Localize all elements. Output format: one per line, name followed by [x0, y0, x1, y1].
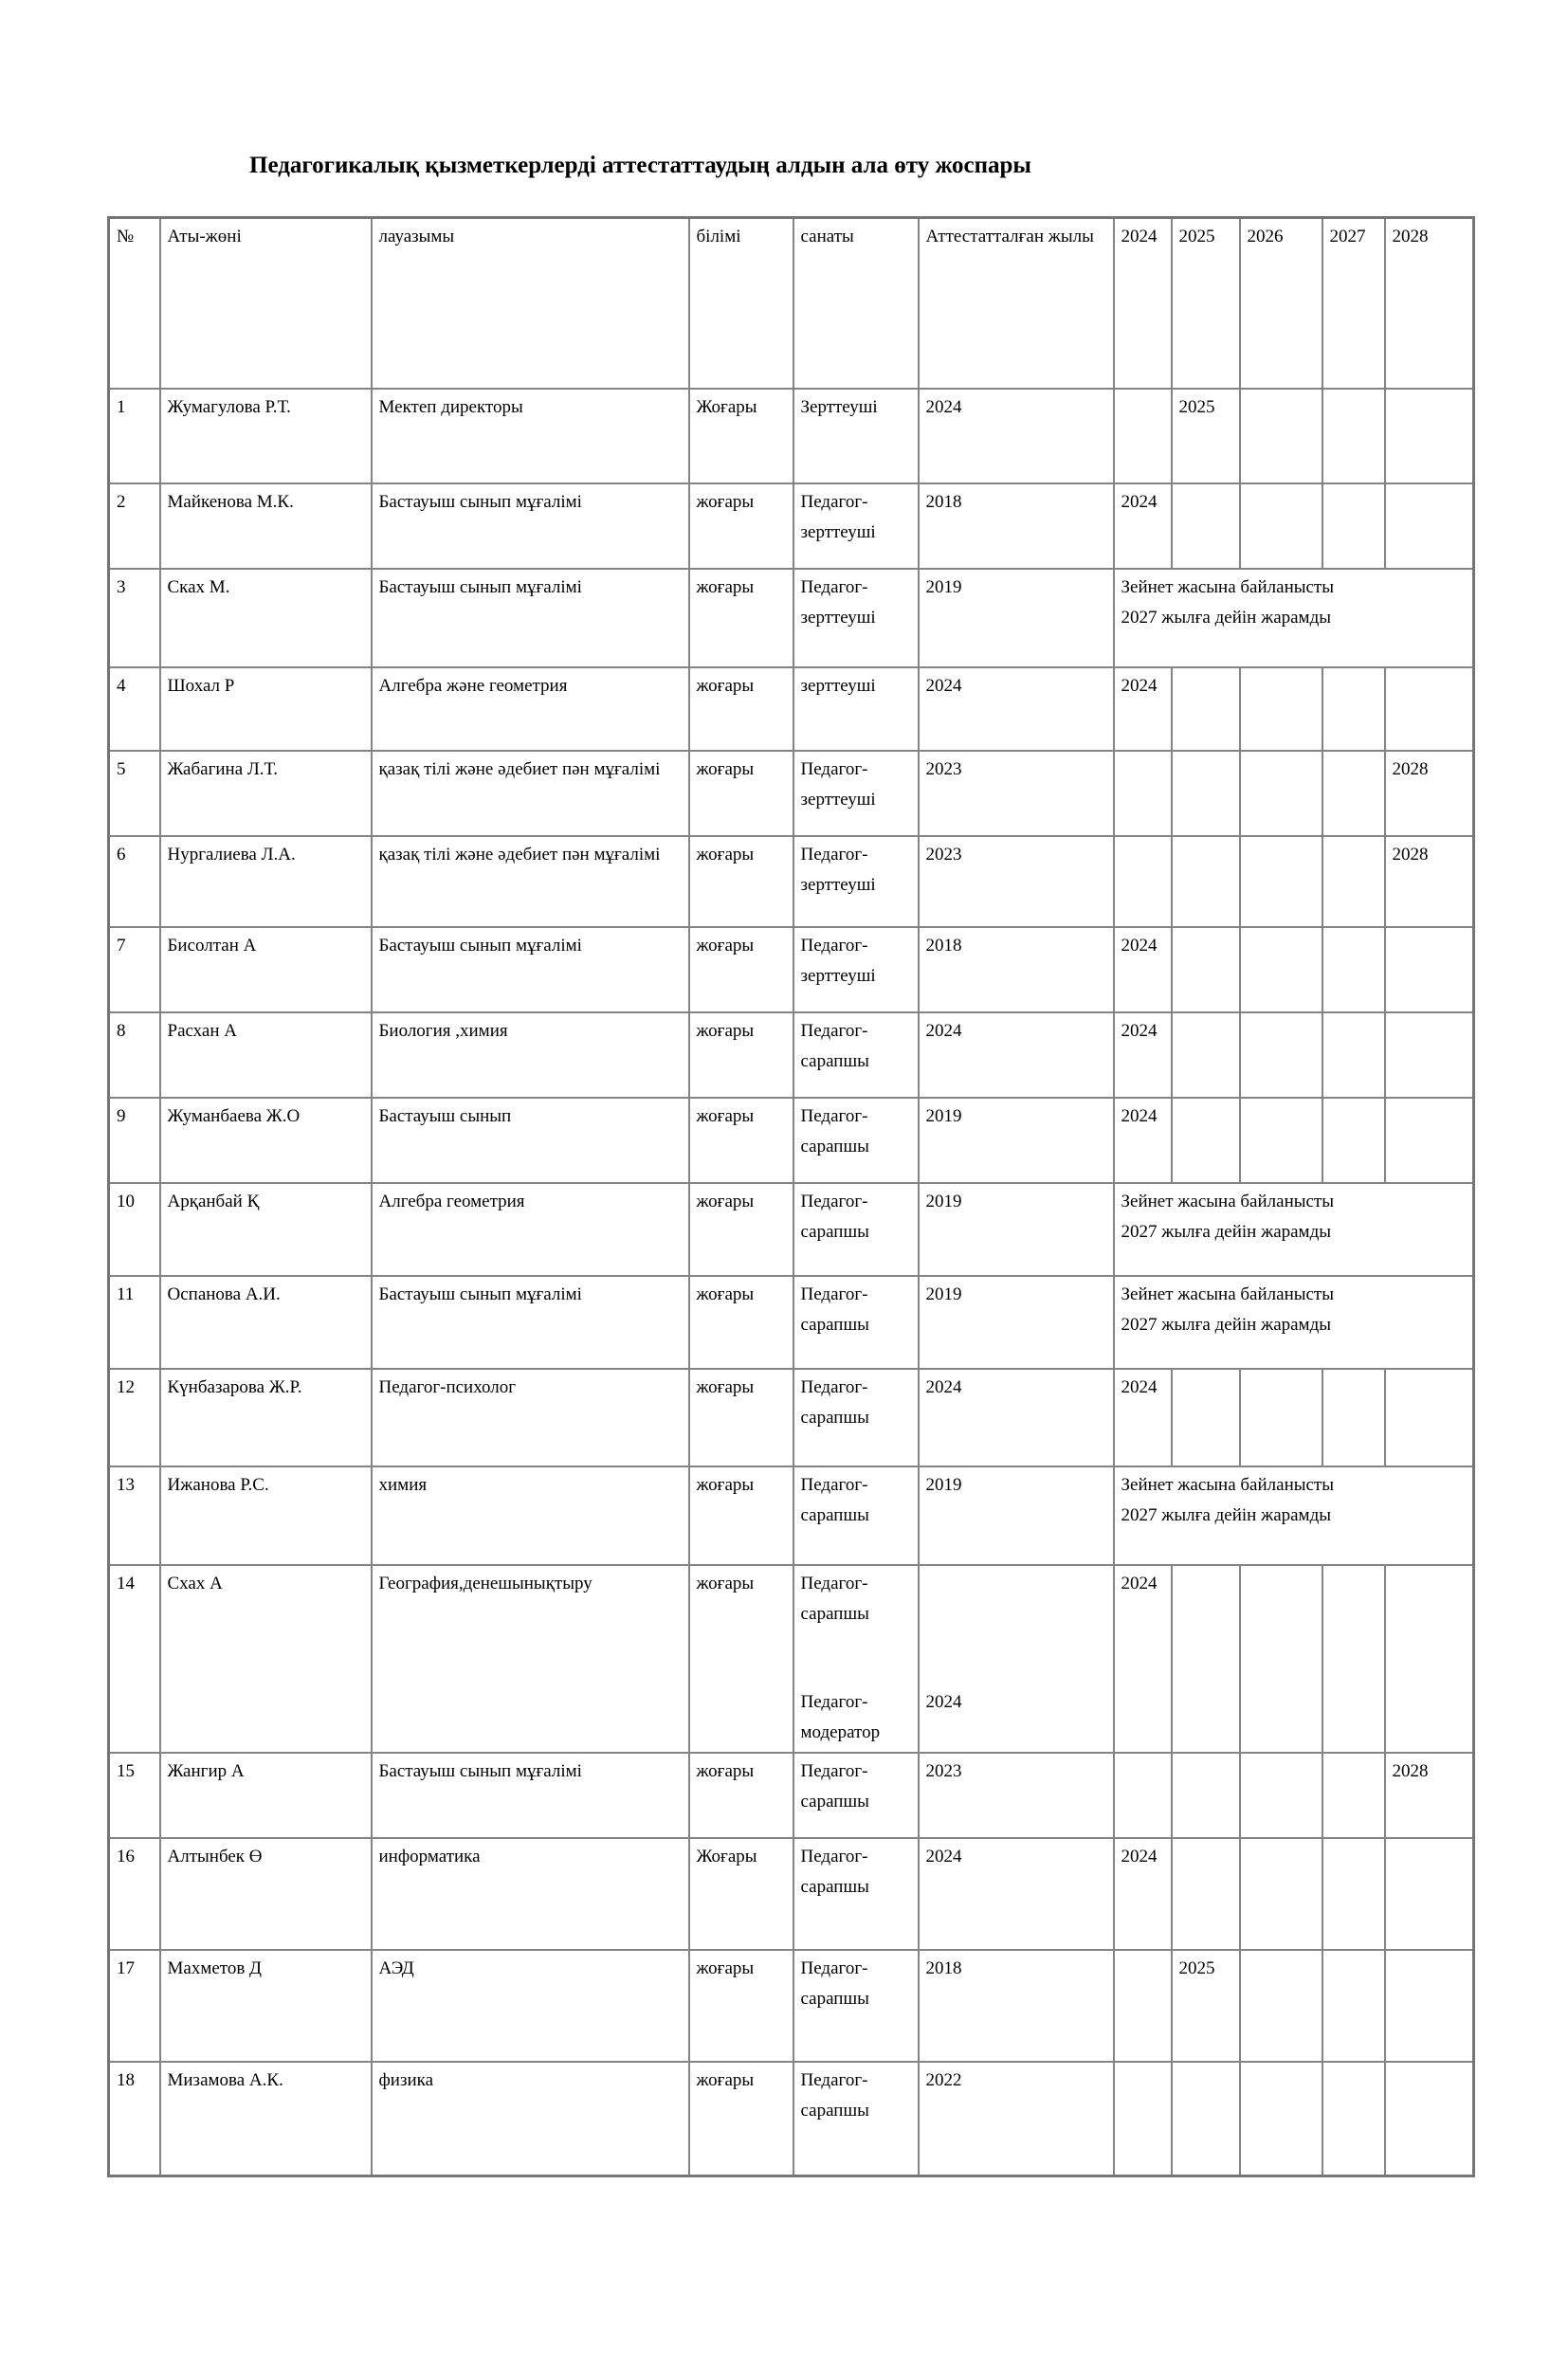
category: Педагог-зерттеуші — [793, 751, 919, 836]
attested-year: 2023 — [919, 1753, 1114, 1838]
category: Педагог-сарапшы — [793, 1950, 919, 2062]
year-cell-2027 — [1322, 483, 1385, 569]
table-body — [109, 389, 1474, 2176]
category: Педагог-сарапшы — [793, 1276, 919, 1369]
row-number: 4 — [109, 667, 160, 751]
attested-year: 2024 — [919, 1565, 1114, 1753]
year-cell-2025 — [1172, 667, 1240, 751]
position: Педагог-психолог — [372, 1369, 689, 1466]
column-header: санаты — [793, 217, 919, 389]
teacher-name: Нургалиева Л.А. — [160, 836, 372, 927]
page-title: Педагогикалық қызметкерлерді аттестаттаудың алдын ала өту жоспары — [249, 153, 1031, 178]
year-cell-2028 — [1385, 1012, 1474, 1098]
table-row — [109, 569, 1474, 667]
attested-year: 2023 — [919, 836, 1114, 927]
category: Педагог-сарапшы — [793, 1369, 919, 1466]
column-header: лауазымы — [372, 217, 689, 389]
category: Педагог-сарапшы — [793, 1098, 919, 1183]
attested-year: 2019 — [919, 1466, 1114, 1565]
position: География,денешынықтыру — [372, 1565, 689, 1753]
row-number: 7 — [109, 927, 160, 1012]
year-cell-2026 — [1240, 1098, 1322, 1183]
year-cell-2024: 2024 — [1114, 1565, 1172, 1753]
year-cell-2024: 2024 — [1114, 1012, 1172, 1098]
year-cell-2024: 2024 — [1114, 483, 1172, 569]
row-number: 18 — [109, 2062, 160, 2176]
table-row — [109, 1276, 1474, 1369]
category: Педагог-сарапшы — [793, 2062, 919, 2176]
teacher-name: Күнбазарова Ж.Р. — [160, 1369, 372, 1466]
column-header: 2026 — [1240, 217, 1322, 389]
year-cell-2025 — [1172, 1565, 1240, 1753]
column-header: 2028 — [1385, 217, 1474, 389]
education: жоғары — [689, 1183, 793, 1276]
row-number: 13 — [109, 1466, 160, 1565]
year-cell-2027 — [1322, 927, 1385, 1012]
education: жоғары — [689, 1753, 793, 1838]
year-cell-2024: 2024 — [1114, 1369, 1172, 1466]
table-row — [109, 667, 1474, 751]
education: жоғары — [689, 1950, 793, 2062]
education: жоғары — [689, 1098, 793, 1183]
teacher-name: Мизамова А.К. — [160, 2062, 372, 2176]
position: Биология ,химия — [372, 1012, 689, 1098]
year-cell-2028: 2028 — [1385, 751, 1474, 836]
teacher-name: Жабагина Л.Т. — [160, 751, 372, 836]
pension-note: Зейнет жасына байланысты 2027 жылға дейін жарамды — [1114, 1466, 1474, 1565]
position: Бастауыш сынып мұғалімі — [372, 1276, 689, 1369]
row-number: 5 — [109, 751, 160, 836]
teacher-name: Шохал Р — [160, 667, 372, 751]
education: жоғары — [689, 2062, 793, 2176]
teacher-name: Майкенова М.К. — [160, 483, 372, 569]
year-cell-2027 — [1322, 1753, 1385, 1838]
category: Педагог-сарапшы — [793, 1753, 919, 1838]
attested-year: 2024 — [919, 389, 1114, 483]
table-header — [109, 217, 1474, 389]
year-cell-2024 — [1114, 1753, 1172, 1838]
year-cell-2025 — [1172, 927, 1240, 1012]
row-number: 12 — [109, 1369, 160, 1466]
category: Педагог-зерттеуші — [793, 569, 919, 667]
education: жоғары — [689, 1276, 793, 1369]
year-cell-2024 — [1114, 389, 1172, 483]
year-cell-2026 — [1240, 1369, 1322, 1466]
year-cell-2027 — [1322, 1369, 1385, 1466]
teacher-name: Оспанова А.И. — [160, 1276, 372, 1369]
row-number: 17 — [109, 1950, 160, 2062]
column-header: білімі — [689, 217, 793, 389]
attested-year: 2023 — [919, 751, 1114, 836]
year-cell-2027 — [1322, 389, 1385, 483]
teacher-name: Сках М. — [160, 569, 372, 667]
table-row — [109, 1098, 1474, 1183]
table-header-row — [109, 217, 1474, 389]
category: Педагог-зерттеуші — [793, 927, 919, 1012]
year-cell-2026 — [1240, 483, 1322, 569]
pension-note: Зейнет жасына байланысты 2027 жылға дейін жарамды — [1114, 1183, 1474, 1276]
year-cell-2025 — [1172, 751, 1240, 836]
category: Педагог-зерттеуші — [793, 483, 919, 569]
table-row — [109, 1466, 1474, 1565]
table-row — [109, 1753, 1474, 1838]
attested-year: 2024 — [919, 667, 1114, 751]
year-cell-2026 — [1240, 667, 1322, 751]
column-header: 2025 — [1172, 217, 1240, 389]
year-cell-2024: 2024 — [1114, 1838, 1172, 1950]
attested-year: 2019 — [919, 1276, 1114, 1369]
row-number: 15 — [109, 1753, 160, 1838]
category: Педагог-сарапшы Педагог-модератор — [793, 1565, 919, 1753]
year-cell-2027 — [1322, 1565, 1385, 1753]
position: Бастауыш сынып мұғалімі — [372, 1753, 689, 1838]
year-cell-2026 — [1240, 2062, 1322, 2176]
year-cell-2026 — [1240, 927, 1322, 1012]
education: жоғары — [689, 1369, 793, 1466]
year-cell-2027 — [1322, 1950, 1385, 2062]
category: Педагог-сарапшы — [793, 1466, 919, 1565]
table-row — [109, 836, 1474, 927]
year-cell-2026 — [1240, 1012, 1322, 1098]
position: Алгебра геометрия — [372, 1183, 689, 1276]
year-cell-2027 — [1322, 1098, 1385, 1183]
year-cell-2028: 2028 — [1385, 1753, 1474, 1838]
teacher-name: Бисолтан А — [160, 927, 372, 1012]
attested-year: 2018 — [919, 483, 1114, 569]
attested-year: 2018 — [919, 1950, 1114, 2062]
position: химия — [372, 1466, 689, 1565]
year-cell-2025 — [1172, 1098, 1240, 1183]
table-row — [109, 2062, 1474, 2176]
year-cell-2028 — [1385, 1950, 1474, 2062]
year-cell-2026 — [1240, 1950, 1322, 2062]
attested-year: 2024 — [919, 1012, 1114, 1098]
education: жоғары — [689, 569, 793, 667]
attested-year: 2019 — [919, 1098, 1114, 1183]
category: зерттеуші — [793, 667, 919, 751]
year-cell-2028 — [1385, 1565, 1474, 1753]
year-cell-2024: 2024 — [1114, 927, 1172, 1012]
year-cell-2028 — [1385, 483, 1474, 569]
year-cell-2025 — [1172, 1838, 1240, 1950]
table-row — [109, 1565, 1474, 1753]
column-header: Аттестатталған жылы — [919, 217, 1114, 389]
teacher-name: Ижанова Р.С. — [160, 1466, 372, 1565]
teacher-name: Жангир А — [160, 1753, 372, 1838]
category: Педагог-сарапшы — [793, 1183, 919, 1276]
row-number: 1 — [109, 389, 160, 483]
row-number: 8 — [109, 1012, 160, 1098]
table-row — [109, 1950, 1474, 2062]
table-row — [109, 1369, 1474, 1466]
year-cell-2028 — [1385, 2062, 1474, 2176]
column-header: 2024 — [1114, 217, 1172, 389]
year-cell-2024: 2024 — [1114, 1098, 1172, 1183]
education: Жоғары — [689, 389, 793, 483]
teacher-name: Алтынбек Ө — [160, 1838, 372, 1950]
row-number: 6 — [109, 836, 160, 927]
year-cell-2028 — [1385, 389, 1474, 483]
row-number: 10 — [109, 1183, 160, 1276]
year-cell-2028 — [1385, 927, 1474, 1012]
year-cell-2027 — [1322, 836, 1385, 927]
column-header: 2027 — [1322, 217, 1385, 389]
table-row — [109, 1183, 1474, 1276]
teacher-name: Расхан А — [160, 1012, 372, 1098]
table-row — [109, 1012, 1474, 1098]
position: информатика — [372, 1838, 689, 1950]
attested-year: 2019 — [919, 1183, 1114, 1276]
year-cell-2026 — [1240, 1565, 1322, 1753]
year-cell-2028 — [1385, 1838, 1474, 1950]
attested-year: 2024 — [919, 1369, 1114, 1466]
education: жоғары — [689, 1012, 793, 1098]
year-cell-2025 — [1172, 2062, 1240, 2176]
teacher-name: Жуманбаева Ж.О — [160, 1098, 372, 1183]
position: қазақ тілі және әдебиет пән мұғалімі — [372, 836, 689, 927]
year-cell-2025 — [1172, 1753, 1240, 1838]
row-number: 16 — [109, 1838, 160, 1950]
column-header: Аты-жөні — [160, 217, 372, 389]
row-number: 9 — [109, 1098, 160, 1183]
position: Мектеп директоры — [372, 389, 689, 483]
teacher-name: Махметов Д — [160, 1950, 372, 2062]
row-number: 2 — [109, 483, 160, 569]
table-row — [109, 751, 1474, 836]
category: Педагог-сарапшы — [793, 1838, 919, 1950]
attestation-table — [107, 216, 1475, 2177]
position: АЭД — [372, 1950, 689, 2062]
education: Жоғары — [689, 1838, 793, 1950]
teacher-name: Схах А — [160, 1565, 372, 1753]
year-cell-2026 — [1240, 836, 1322, 927]
year-cell-2027 — [1322, 1012, 1385, 1098]
year-cell-2025 — [1172, 1012, 1240, 1098]
year-cell-2026 — [1240, 1838, 1322, 1950]
year-cell-2028 — [1385, 1098, 1474, 1183]
table-row — [109, 483, 1474, 569]
position: Алгебра және геометрия — [372, 667, 689, 751]
year-cell-2025 — [1172, 483, 1240, 569]
teacher-name: Жумагулова Р.Т. — [160, 389, 372, 483]
education: жоғары — [689, 927, 793, 1012]
attested-year: 2018 — [919, 927, 1114, 1012]
pension-note: Зейнет жасына байланысты 2027 жылға дейін жарамды — [1114, 569, 1474, 667]
education: жоғары — [689, 751, 793, 836]
attested-year: 2019 — [919, 569, 1114, 667]
position: Бастауыш сынып мұғалімі — [372, 927, 689, 1012]
table-row — [109, 927, 1474, 1012]
education: жоғары — [689, 483, 793, 569]
year-cell-2025 — [1172, 836, 1240, 927]
education: жоғары — [689, 1565, 793, 1753]
category: Педагог-зерттеуші — [793, 836, 919, 927]
position: Бастауыш сынып мұғалімі — [372, 569, 689, 667]
year-cell-2028 — [1385, 667, 1474, 751]
year-cell-2024 — [1114, 836, 1172, 927]
year-cell-2026 — [1240, 389, 1322, 483]
row-number: 3 — [109, 569, 160, 667]
year-cell-2024 — [1114, 1950, 1172, 2062]
row-number: 14 — [109, 1565, 160, 1753]
year-cell-2025 — [1172, 1369, 1240, 1466]
year-cell-2027 — [1322, 2062, 1385, 2176]
pension-note: Зейнет жасына байланысты 2027 жылға дейін жарамды — [1114, 1276, 1474, 1369]
attested-year: 2024 — [919, 1838, 1114, 1950]
year-cell-2027 — [1322, 751, 1385, 836]
table-row — [109, 1838, 1474, 1950]
year-cell-2024 — [1114, 2062, 1172, 2176]
year-cell-2025: 2025 — [1172, 1950, 1240, 2062]
year-cell-2025: 2025 — [1172, 389, 1240, 483]
column-header: № — [109, 217, 160, 389]
document-page — [0, 150, 1568, 2177]
year-cell-2028 — [1385, 1369, 1474, 1466]
education: жоғары — [689, 836, 793, 927]
year-cell-2026 — [1240, 751, 1322, 836]
position: қазақ тілі және әдебиет пән мұғалімі — [372, 751, 689, 836]
category: Зерттеуші — [793, 389, 919, 483]
teacher-name: Арқанбай Қ — [160, 1183, 372, 1276]
position: Бастауыш сынып мұғалімі — [372, 483, 689, 569]
education: жоғары — [689, 1466, 793, 1565]
year-cell-2026 — [1240, 1753, 1322, 1838]
position: Бастауыш сынып — [372, 1098, 689, 1183]
category: Педагог-сарапшы — [793, 1012, 919, 1098]
education: жоғары — [689, 667, 793, 751]
year-cell-2027 — [1322, 1838, 1385, 1950]
table-row — [109, 389, 1474, 483]
year-cell-2024 — [1114, 751, 1172, 836]
attested-year: 2022 — [919, 2062, 1114, 2176]
year-cell-2027 — [1322, 667, 1385, 751]
row-number: 11 — [109, 1276, 160, 1369]
year-cell-2028: 2028 — [1385, 836, 1474, 927]
year-cell-2024: 2024 — [1114, 667, 1172, 751]
position: физика — [372, 2062, 689, 2176]
